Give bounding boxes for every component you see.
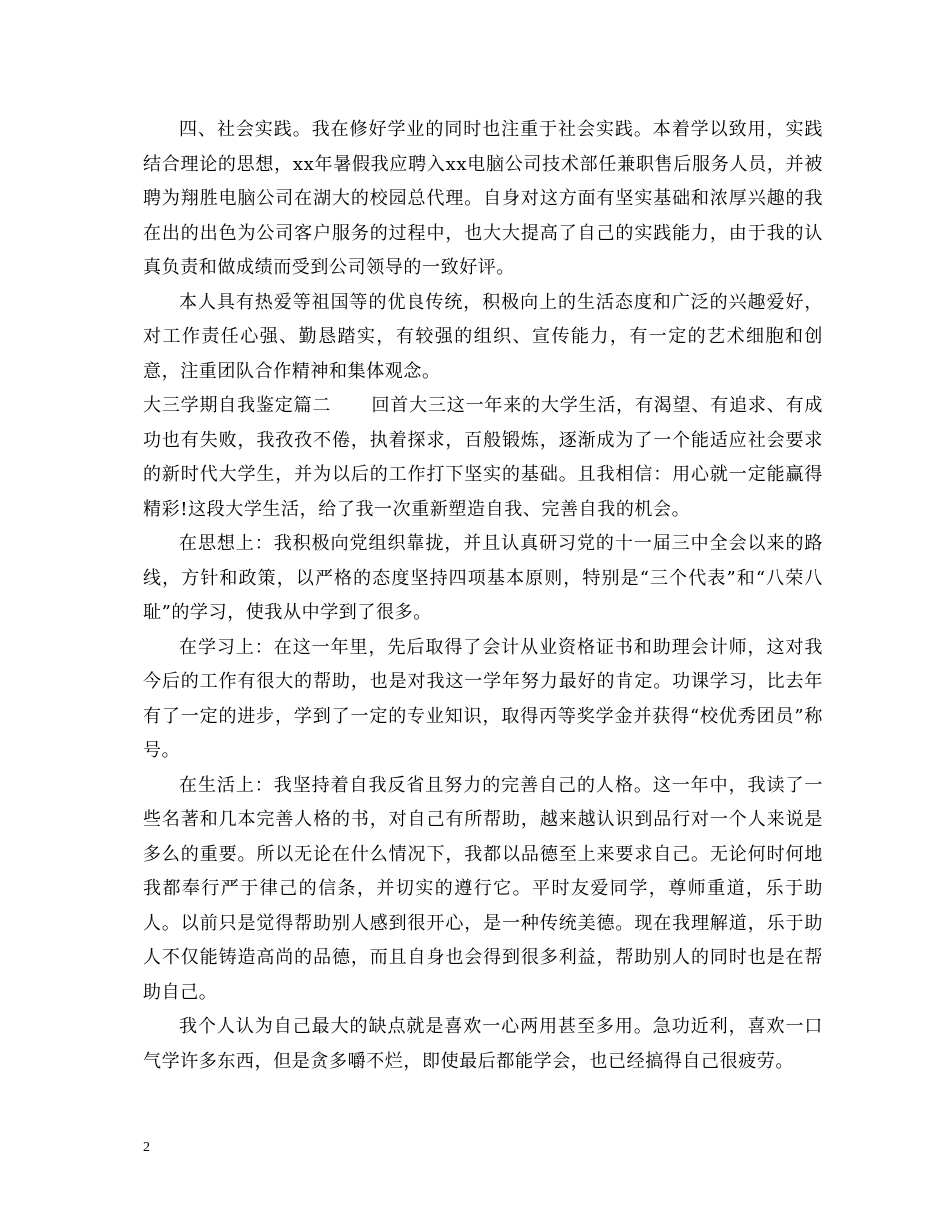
- section-heading: 大三学期自我鉴定篇二: [143, 395, 332, 416]
- section-intro-text: 回首大三这一年来的大学生活，有渴望、有追求、有成功也有失败，我孜孜不倦，执着探求，百般锻炼，逐渐成为了一个能适应社会要求的新时代大学生，并为以后的工作打下坚实的基础。且我相信：用心就一定能赢得精彩!这段大学生活，给了我一次重新塑造自我、完善自我的机会。: [143, 395, 823, 520]
- paragraph-study: 在学习上：在这一年里，先后取得了会计从业资格证书和助理会计师，这对我今后的工作有很大的帮助，也是对我这一学年努力最好的肯定。功课学习，比去年有了一定的进步，学到了一定的专业知识，取得丙等奖学金并获得“校优秀团员”称号。: [143, 636, 823, 761]
- paragraph-section-two: [143, 389, 823, 527]
- paragraph-personal-qualities: 本人具有热爱等祖国等的优良传统，积极向上的生活态度和广泛的兴趣爱好，对工作责任心强、勤恳踏实，有较强的组织、宣传能力，有一定的艺术细胞和创意，注重团队合作精神和集体观念。: [143, 291, 823, 382]
- paragraph-shortcomings: 我个人认为自己最大的缺点就是喜欢一心两用甚至多用。急功近利，喜欢一口气学许多东西，但是贪多嚼不烂，即使最后都能学会，也已经搞得自己很疲劳。: [143, 1016, 823, 1072]
- paragraph-ideology: 在思想上：我积极向党组织靠拢，并且认真研习党的十一届三中全会以来的路线，方针和政策，以严格的态度坚持四项基本原则，特别是“三个代表”和“八荣八耻”的学习，使我从中学到了很多。: [143, 533, 823, 623]
- document-page: [143, 113, 823, 1079]
- page-number: 2: [143, 1140, 150, 1155]
- paragraph-social-practice: 四、社会实践。我在修好学业的同时也注重于社会实践。本着学以致用，实践结合理论的思想，xx年暑假我应聘入xx电脑公司技术部任兼职售后服务人员，并被聘为翔胜电脑公司在湖大的校园总代理。自身对这方面有坚实基础和浓厚兴趣的我在出的出色为公司客户服务的过程中，也大大提高了自己的实践能力，由于我的认真负责和做成绩而受到公司领导的一致好评。: [143, 119, 823, 278]
- paragraph-life: 在生活上：我坚持着自我反省且努力的完善自己的人格。这一年中，我读了一些名著和几本完善人格的书，对自己有所帮助，越来越认识到品行对一个人来说是多么的重要。所以无论在什么情况下，我都以品德至上来要求自己。无论何时何地我都奉行严于律己的信条，并切实的遵行它。平时友爱同学，尊师重道，乐于助人。以前只是觉得帮助别人感到很开心，是一种传统美德。现在我理解道，乐于助人不仅能铸造高尚的品德，而且自身也会得到很多利益，帮助别人的同时也是在帮助自己。: [143, 774, 823, 1003]
